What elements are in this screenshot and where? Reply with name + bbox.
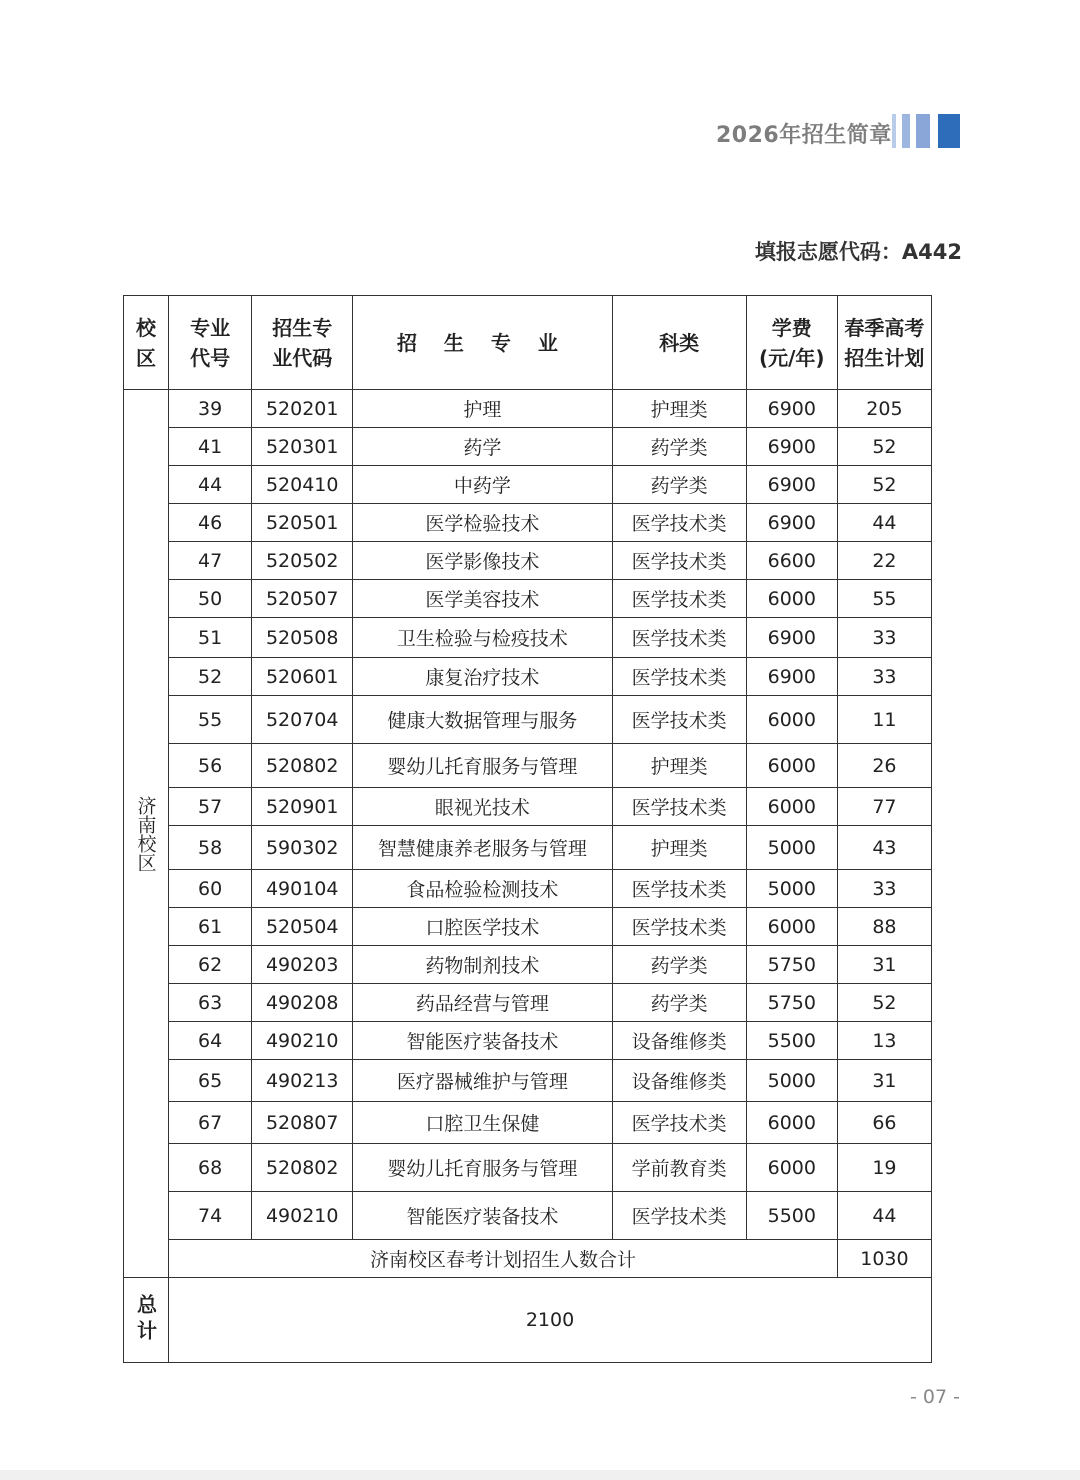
cell-code: 520802: [252, 744, 353, 788]
cell-code: 490210: [252, 1192, 353, 1240]
cell-no: 67: [169, 1102, 252, 1144]
cell-category: 药学类: [612, 946, 746, 984]
table-row: [124, 1102, 932, 1144]
header-major-code: 招生专业代码: [252, 296, 353, 390]
cell-no: 39: [169, 390, 252, 428]
cell-name: 健康大数据管理与服务: [353, 696, 612, 744]
table-row: [124, 618, 932, 658]
cell-no: 61: [169, 908, 252, 946]
cell-plan: 26: [837, 744, 931, 788]
cell-no: 51: [169, 618, 252, 658]
cell-tuition: 5500: [746, 1192, 837, 1240]
table-row: [124, 908, 932, 946]
cell-no: 50: [169, 580, 252, 618]
cell-name: 智能医疗装备技术: [353, 1192, 612, 1240]
cell-code: 520502: [252, 542, 353, 580]
cell-tuition: 5000: [746, 826, 837, 870]
cell-code: 520504: [252, 908, 353, 946]
table-row: [124, 580, 932, 618]
table-row: [124, 788, 932, 826]
cell-code: 520508: [252, 618, 353, 658]
table-row: [124, 1144, 932, 1192]
cell-no: 63: [169, 984, 252, 1022]
cell-no: 47: [169, 542, 252, 580]
cell-category: 医学技术类: [612, 696, 746, 744]
cell-name: 食品检验检测技术: [353, 870, 612, 908]
cell-tuition: 6900: [746, 658, 837, 696]
header-tuition: 学费(元/年): [746, 296, 837, 390]
cell-tuition: 6900: [746, 428, 837, 466]
cell-code: 520301: [252, 428, 353, 466]
cell-tuition: 6000: [746, 580, 837, 618]
header-plan: 春季高考招生计划: [837, 296, 931, 390]
cell-tuition: 6900: [746, 466, 837, 504]
cell-no: 58: [169, 826, 252, 870]
cell-category: 医学技术类: [612, 580, 746, 618]
cell-name: 药学: [353, 428, 612, 466]
cell-name: 护理: [353, 390, 612, 428]
cell-plan: 52: [837, 466, 931, 504]
cell-name: 康复治疗技术: [353, 658, 612, 696]
cell-category: 医学技术类: [612, 908, 746, 946]
cell-no: 46: [169, 504, 252, 542]
table-row: [124, 1192, 932, 1240]
table-row: [124, 984, 932, 1022]
cell-plan: 88: [837, 908, 931, 946]
table-row: [124, 466, 932, 504]
cell-no: 65: [169, 1060, 252, 1102]
cell-name: 婴幼儿托育服务与管理: [353, 1144, 612, 1192]
cell-name: 智能医疗装备技术: [353, 1022, 612, 1060]
cell-tuition: 6900: [746, 618, 837, 658]
cell-category: 护理类: [612, 390, 746, 428]
cell-no: 60: [169, 870, 252, 908]
cell-category: 药学类: [612, 984, 746, 1022]
cell-tuition: 6000: [746, 908, 837, 946]
cell-category: 药学类: [612, 428, 746, 466]
cell-category: 药学类: [612, 466, 746, 504]
cell-tuition: 6900: [746, 504, 837, 542]
cell-category: 护理类: [612, 744, 746, 788]
table-row: [124, 428, 932, 466]
cell-name: 医学影像技术: [353, 542, 612, 580]
cell-no: 56: [169, 744, 252, 788]
cell-tuition: 6000: [746, 1144, 837, 1192]
cell-plan: 11: [837, 696, 931, 744]
cell-code: 520901: [252, 788, 353, 826]
cell-plan: 52: [837, 984, 931, 1022]
cell-code: 590302: [252, 826, 353, 870]
cell-tuition: 6000: [746, 744, 837, 788]
total-label-cell: [124, 1278, 169, 1363]
header-bar-1: [892, 114, 896, 148]
cell-code: 490104: [252, 870, 353, 908]
cell-code: 520807: [252, 1102, 353, 1144]
header-bar-2: [902, 114, 910, 148]
cell-code: 520802: [252, 1144, 353, 1192]
cell-category: 设备维修类: [612, 1022, 746, 1060]
cell-name: 口腔医学技术: [353, 908, 612, 946]
header-major-no: 专业代号: [169, 296, 252, 390]
cell-code: 490213: [252, 1060, 353, 1102]
cell-tuition: 5500: [746, 1022, 837, 1060]
header-major-name: 招 生 专 业: [353, 296, 612, 390]
cell-plan: 31: [837, 1060, 931, 1102]
cell-plan: 33: [837, 870, 931, 908]
cell-category: 医学技术类: [612, 542, 746, 580]
cell-category: 医学技术类: [612, 618, 746, 658]
table-header-row: [124, 296, 932, 390]
cell-name: 药物制剂技术: [353, 946, 612, 984]
enrollment-table: [123, 295, 932, 1363]
cell-code: 520601: [252, 658, 353, 696]
header-bar-4: [938, 114, 960, 148]
cell-plan: 44: [837, 504, 931, 542]
page-number: - 07 -: [910, 1386, 960, 1408]
cell-no: 62: [169, 946, 252, 984]
cell-tuition: 5750: [746, 946, 837, 984]
cell-code: 490208: [252, 984, 353, 1022]
cell-name: 医疗器械维护与管理: [353, 1060, 612, 1102]
cell-plan: 43: [837, 826, 931, 870]
total-label: 总计: [133, 1294, 158, 1346]
cell-plan: 52: [837, 428, 931, 466]
table-row: [124, 870, 932, 908]
cell-category: 医学技术类: [612, 788, 746, 826]
cell-tuition: 6600: [746, 542, 837, 580]
cell-code: 520201: [252, 390, 353, 428]
table-row: [124, 1022, 932, 1060]
cell-category: 医学技术类: [612, 870, 746, 908]
table-row: [124, 744, 932, 788]
cell-name: 药品经营与管理: [353, 984, 612, 1022]
cell-plan: 55: [837, 580, 931, 618]
cell-code: 490210: [252, 1022, 353, 1060]
cell-no: 44: [169, 466, 252, 504]
campus-cell: [124, 390, 169, 1278]
table-row: [124, 696, 932, 744]
total-row: [124, 1278, 932, 1363]
cell-code: 490203: [252, 946, 353, 984]
brochure-title: 2026年招生简章: [716, 123, 892, 148]
cell-no: 68: [169, 1144, 252, 1192]
table-row: [124, 390, 932, 428]
cell-category: 护理类: [612, 826, 746, 870]
page-header: [680, 112, 980, 152]
cell-tuition: 6000: [746, 788, 837, 826]
cell-plan: 19: [837, 1144, 931, 1192]
cell-name: 智慧健康养老服务与管理: [353, 826, 612, 870]
campus-name: 济南校区: [134, 795, 157, 872]
cell-no: 64: [169, 1022, 252, 1060]
cell-no: 55: [169, 696, 252, 744]
cell-plan: 33: [837, 618, 931, 658]
cell-plan: 31: [837, 946, 931, 984]
application-code: 填报志愿代码：A442: [754, 240, 962, 264]
cell-no: 74: [169, 1192, 252, 1240]
cell-plan: 77: [837, 788, 931, 826]
cell-name: 医学检验技术: [353, 504, 612, 542]
header-campus: 校区: [124, 296, 169, 390]
cell-tuition: 5000: [746, 1060, 837, 1102]
total-value: 2100: [169, 1278, 932, 1363]
cell-code: 520507: [252, 580, 353, 618]
cell-code: 520410: [252, 466, 353, 504]
subtotal-value: 1030: [837, 1240, 931, 1278]
cell-plan: 33: [837, 658, 931, 696]
cell-category: 医学技术类: [612, 504, 746, 542]
cell-plan: 205: [837, 390, 931, 428]
cell-no: 52: [169, 658, 252, 696]
subtotal-row: [124, 1240, 932, 1278]
cell-plan: 22: [837, 542, 931, 580]
bottom-strip: [0, 1470, 1080, 1480]
cell-category: 医学技术类: [612, 1102, 746, 1144]
cell-tuition: 6900: [746, 390, 837, 428]
cell-plan: 44: [837, 1192, 931, 1240]
cell-category: 医学技术类: [612, 658, 746, 696]
cell-category: 医学技术类: [612, 1192, 746, 1240]
cell-category: 设备维修类: [612, 1060, 746, 1102]
cell-name: 口腔卫生保健: [353, 1102, 612, 1144]
cell-name: 中药学: [353, 466, 612, 504]
table-row: [124, 542, 932, 580]
cell-category: 学前教育类: [612, 1144, 746, 1192]
header-bar-3: [916, 114, 930, 148]
cell-no: 41: [169, 428, 252, 466]
subtotal-label: 济南校区春考计划招生人数合计: [169, 1240, 838, 1278]
table-row: [124, 504, 932, 542]
cell-tuition: 6000: [746, 696, 837, 744]
table-row: [124, 946, 932, 984]
cell-no: 57: [169, 788, 252, 826]
cell-tuition: 5000: [746, 870, 837, 908]
cell-name: 婴幼儿托育服务与管理: [353, 744, 612, 788]
table-row: [124, 1060, 932, 1102]
cell-code: 520501: [252, 504, 353, 542]
cell-name: 眼视光技术: [353, 788, 612, 826]
cell-name: 卫生检验与检疫技术: [353, 618, 612, 658]
cell-tuition: 6000: [746, 1102, 837, 1144]
header-category: 科类: [612, 296, 746, 390]
table-row: [124, 826, 932, 870]
cell-name: 医学美容技术: [353, 580, 612, 618]
cell-plan: 13: [837, 1022, 931, 1060]
cell-tuition: 5750: [746, 984, 837, 1022]
table-row: [124, 658, 932, 696]
cell-plan: 66: [837, 1102, 931, 1144]
cell-code: 520704: [252, 696, 353, 744]
